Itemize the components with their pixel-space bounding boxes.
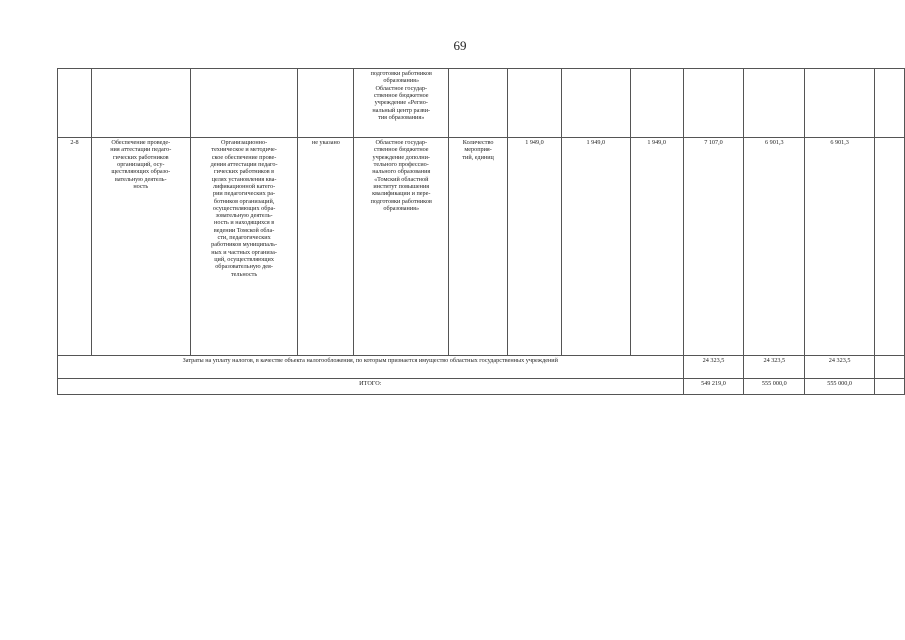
task-text: Обеспечение проведе- ния аттестации педаго- гических работников организаций, осу- ществляющих образо- вательную деятель- ность bbox=[110, 139, 172, 190]
cell-extra bbox=[875, 379, 905, 395]
cell-finance-1: 7 107,0 bbox=[683, 138, 744, 356]
cell-value-2 bbox=[561, 69, 630, 138]
cell-finance-2 bbox=[744, 69, 805, 138]
cell-value-1: 1 949,0 bbox=[508, 138, 562, 356]
table-row-tax bbox=[58, 356, 905, 379]
cell-task bbox=[91, 69, 190, 138]
tax-finance-2: 24 323,5 bbox=[744, 356, 805, 379]
cell-indicator: не указано bbox=[298, 138, 354, 356]
total-label: ИТОГО: bbox=[58, 379, 684, 395]
cell-num: 2-8 bbox=[58, 138, 92, 356]
cell-extra bbox=[875, 69, 905, 138]
cell-unit bbox=[449, 69, 508, 138]
tax-finance-3: 24 323,5 bbox=[805, 356, 875, 379]
total-finance-1: 549 219,0 bbox=[683, 379, 744, 395]
cell-value-3 bbox=[630, 69, 683, 138]
cell-indicator bbox=[298, 69, 354, 138]
tax-finance-1: 24 323,5 bbox=[683, 356, 744, 379]
cell-finance-3 bbox=[805, 69, 875, 138]
tax-label: Затраты на уплату налогов, в качестве объекта налогообложения, по которым признается имущество областных государственных учреждений bbox=[58, 356, 684, 379]
total-finance-3: 555 000,0 bbox=[805, 379, 875, 395]
table-row-total bbox=[58, 379, 905, 395]
cell-finance-2: 6 901,3 bbox=[744, 138, 805, 356]
cell-value-3: 1 949,0 bbox=[630, 138, 683, 356]
cell-extra bbox=[875, 138, 905, 356]
table-row-continuation bbox=[58, 69, 905, 138]
executor-continuation-text: подготовки работников образования» Областное государ- ственное бюджетное учреждение «Регио- нальный центр разви- тия образования» bbox=[370, 70, 432, 121]
cell-value-2: 1 949,0 bbox=[561, 138, 630, 356]
cell-num bbox=[58, 69, 92, 138]
cell-measure bbox=[190, 138, 298, 356]
cell-unit bbox=[449, 138, 508, 356]
cell-task bbox=[91, 138, 190, 356]
cell-executor bbox=[354, 138, 449, 356]
executor-text: Областное государ- ственное бюджетное учреждение дополни- тельного профессио- нального образования «Томский областной институт повышения квалификации и пере- подготовки работников образования» bbox=[370, 139, 432, 212]
cell-finance-1 bbox=[683, 69, 744, 138]
cell-executor bbox=[354, 69, 449, 138]
table-row-2-8 bbox=[58, 138, 905, 356]
cell-finance-3: 6 901,3 bbox=[805, 138, 875, 356]
measure-text: Организационно- техническое и методиче- ское обеспечение прове- дения аттестации педаго- гических работников в целях установления ква- лификационной катего- рии педагогических ра- ботников организаций, осуществляющих обра- зовательную деятель- ность и находящихся в ведении Томской обла- сти, педагогических работников муниципаль- ных и частных организа- ций, осуществляющих образовательную дея- тельность bbox=[210, 139, 278, 278]
unit-text: Количество мероприя- тий, единиц bbox=[462, 139, 494, 161]
cell-value-1 bbox=[508, 69, 562, 138]
cell-extra bbox=[875, 356, 905, 379]
budget-table bbox=[57, 68, 905, 395]
page-number: 69 bbox=[453, 38, 467, 53]
total-finance-2: 555 000,0 bbox=[744, 379, 805, 395]
cell-measure bbox=[190, 69, 298, 138]
